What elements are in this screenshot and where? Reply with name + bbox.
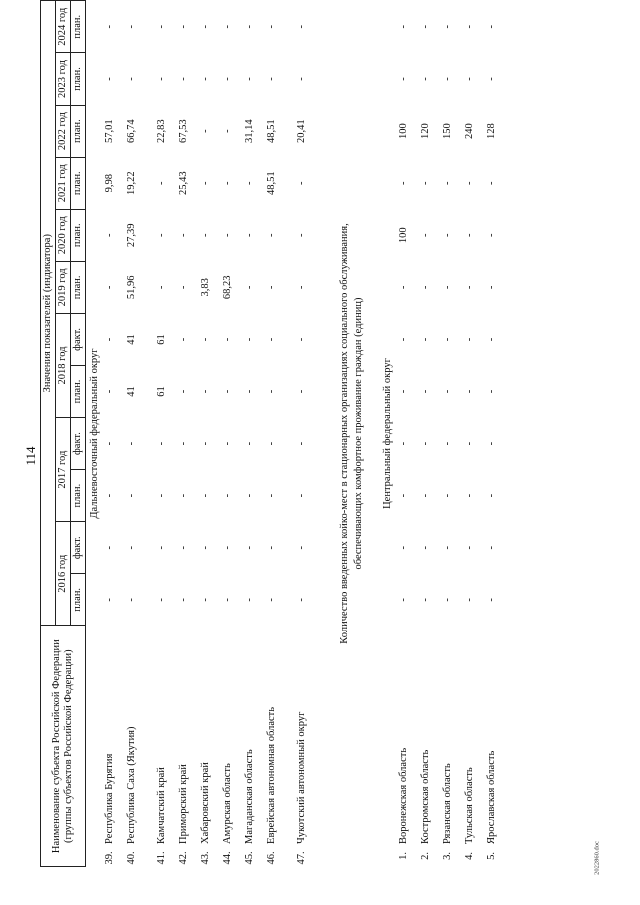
value-cell: - — [266, 598, 278, 602]
header-plan: план. — [71, 365, 86, 417]
region-name: Приморский край — [178, 764, 190, 844]
value-cell: - — [104, 233, 116, 238]
value-cell: - — [486, 77, 498, 81]
row-number: 45. — [244, 851, 256, 865]
region-name: Чукотский автономный округ — [296, 711, 308, 844]
value-cell: - — [420, 546, 432, 550]
value-cell: - — [200, 389, 212, 394]
value-cell: - — [296, 337, 308, 342]
section-title-line1: Количество введенных койко-мест в стационарных организациях социального обслуживания, — [339, 223, 351, 644]
region-name: Хабаровский край — [200, 762, 212, 844]
table-row — [296, 1, 326, 867]
value-cell: 240 — [464, 123, 476, 139]
header-year-2021: 2021 год — [56, 157, 71, 209]
value-cell: 27,39 — [126, 223, 138, 248]
header-year-2023: 2023 год — [56, 53, 71, 105]
value-cell: - — [486, 285, 498, 290]
value-cell: - — [178, 285, 190, 290]
value-cell: 61 — [156, 386, 168, 397]
value-cell: - — [222, 546, 234, 550]
value-cell: - — [244, 285, 256, 290]
value-cell: - — [296, 25, 308, 29]
value-cell: 100 — [398, 123, 410, 139]
value-cell: - — [464, 233, 476, 238]
value-cell: - — [266, 285, 278, 290]
header-year-2020: 2020 год — [56, 209, 71, 261]
table-row — [464, 1, 486, 867]
value-cell: 51,96 — [126, 275, 138, 300]
value-cell: - — [296, 285, 308, 290]
page-number: 114 — [23, 446, 38, 466]
value-cell: - — [244, 493, 256, 498]
value-cell: 100 — [398, 227, 410, 244]
value-cell: - — [104, 546, 116, 550]
region-name: Республика Бурятия — [104, 753, 116, 844]
row-number: 44. — [222, 851, 234, 865]
value-cell: - — [156, 546, 168, 550]
value-cell: - — [178, 337, 190, 342]
value-cell: 48,51 — [266, 171, 278, 196]
value-cell: 31,14 — [244, 119, 256, 143]
section-title-line2: обеспечивающих комфортное проживание граждан (единиц) — [353, 297, 365, 570]
value-cell: - — [178, 77, 190, 81]
value-cell: - — [442, 337, 454, 342]
value-cell: - — [296, 389, 308, 394]
section-title-central: Центральный федеральный округ — [382, 358, 394, 509]
value-cell: 68,23 — [222, 275, 234, 300]
value-cell: 22,83 — [156, 119, 168, 143]
value-cell: - — [156, 25, 168, 29]
value-cell: - — [398, 546, 410, 550]
value-cell: - — [398, 285, 410, 290]
value-cell: 120 — [420, 123, 432, 139]
value-cell: 19,22 — [126, 171, 138, 196]
region-name: Костромская область — [420, 749, 432, 844]
header-plan: план. — [71, 574, 86, 626]
value-cell: - — [442, 546, 454, 550]
value-cell: - — [486, 441, 498, 446]
header-fact: факт. — [71, 522, 86, 574]
value-cell: - — [464, 441, 476, 446]
header-plan: план. — [71, 53, 86, 105]
value-cell: - — [222, 77, 234, 81]
region-name: Воронежская область — [398, 747, 410, 844]
value-cell: - — [420, 598, 432, 602]
value-cell: - — [156, 493, 168, 498]
value-cell: 25,43 — [178, 171, 190, 196]
value-cell: - — [398, 25, 410, 29]
region-name: Тульская область — [464, 767, 476, 844]
value-cell: - — [200, 181, 212, 185]
value-cell: - — [486, 233, 498, 238]
header-year-2017: 2017 год — [56, 418, 71, 522]
row-number: 3. — [442, 851, 454, 860]
value-cell: - — [222, 129, 234, 133]
row-number: 47. — [296, 851, 308, 865]
header-values-group: Значения показателей (индикатора) — [41, 1, 56, 626]
table-row — [442, 1, 464, 867]
value-cell: - — [244, 441, 256, 446]
value-cell: 67,53 — [178, 119, 190, 143]
value-cell: - — [420, 181, 432, 185]
value-cell: - — [104, 77, 116, 81]
value-cell: - — [442, 233, 454, 238]
value-cell: - — [200, 25, 212, 29]
value-cell: - — [156, 233, 168, 238]
value-cell: - — [104, 25, 116, 29]
value-cell: - — [222, 337, 234, 342]
value-cell: - — [266, 493, 278, 498]
value-cell: - — [222, 493, 234, 498]
header-year-2022: 2022 год — [56, 105, 71, 157]
value-cell: - — [104, 441, 116, 446]
value-cell: - — [420, 285, 432, 290]
header-plan: план. — [71, 470, 86, 522]
value-cell: - — [398, 389, 410, 394]
value-cell: - — [200, 546, 212, 550]
value-cell: - — [222, 233, 234, 238]
value-cell: - — [266, 25, 278, 29]
value-cell: - — [178, 233, 190, 238]
value-cell: - — [442, 493, 454, 498]
row-number: 43. — [200, 851, 212, 865]
table-row — [200, 1, 222, 867]
row-number: 42. — [178, 851, 190, 865]
value-cell: - — [104, 389, 116, 394]
value-cell: - — [126, 546, 138, 550]
section-title-beds — [326, 1, 378, 867]
value-cell: - — [442, 77, 454, 81]
value-cell: - — [420, 25, 432, 29]
value-cell: - — [420, 77, 432, 81]
value-cell: - — [442, 389, 454, 394]
value-cell: - — [442, 598, 454, 602]
value-cell: - — [296, 493, 308, 498]
table-row — [126, 1, 156, 867]
value-cell: - — [200, 493, 212, 498]
value-cell: 20,41 — [296, 119, 308, 143]
value-cell: - — [398, 181, 410, 185]
value-cell: - — [244, 77, 256, 81]
header-fact: факт. — [71, 418, 86, 470]
value-cell: - — [126, 77, 138, 81]
table-header — [41, 1, 86, 867]
value-cell: - — [296, 546, 308, 550]
footer-filename: 2022860.doc — [593, 841, 601, 875]
value-cell: - — [244, 598, 256, 602]
value-cell: - — [222, 25, 234, 29]
value-cell: 41 — [126, 334, 138, 345]
value-cell: - — [398, 598, 410, 602]
value-cell: - — [222, 389, 234, 394]
value-cell: - — [486, 598, 498, 602]
value-cell: - — [178, 546, 190, 550]
value-cell: - — [420, 233, 432, 238]
value-cell: - — [104, 285, 116, 290]
row-number: 40. — [126, 851, 138, 865]
value-cell: - — [464, 285, 476, 290]
table-row — [398, 1, 420, 867]
value-cell: - — [464, 598, 476, 602]
value-cell: - — [156, 181, 168, 185]
value-cell: - — [486, 181, 498, 185]
value-cell: - — [398, 77, 410, 81]
region-name: Еврейская автономная область — [266, 706, 278, 844]
value-cell: - — [178, 25, 190, 29]
table-row — [244, 1, 266, 867]
value-cell: - — [464, 493, 476, 498]
header-plan: план. — [71, 1, 86, 54]
value-cell: - — [486, 337, 498, 342]
value-cell: - — [178, 441, 190, 446]
value-cell: - — [464, 181, 476, 185]
header-plan: план. — [71, 105, 86, 157]
value-cell: - — [464, 77, 476, 81]
row-number: 2. — [420, 851, 432, 860]
value-cell: - — [266, 337, 278, 342]
value-cell: - — [126, 598, 138, 602]
value-cell: - — [442, 181, 454, 185]
table-row — [178, 1, 200, 867]
header-year-2024: 2024 год — [56, 1, 71, 54]
table-row — [222, 1, 244, 867]
value-cell: - — [420, 337, 432, 342]
header-fact: факт. — [71, 313, 86, 365]
value-cell: - — [222, 181, 234, 185]
header-year-2016: 2016 год — [56, 522, 71, 626]
value-cell: - — [156, 285, 168, 290]
value-cell: - — [486, 493, 498, 498]
value-cell: - — [104, 598, 116, 602]
value-cell: - — [296, 77, 308, 81]
value-cell: - — [442, 285, 454, 290]
value-cell: - — [156, 598, 168, 602]
value-cell: - — [200, 441, 212, 446]
value-cell: - — [244, 337, 256, 342]
value-cell: - — [244, 25, 256, 29]
value-cell: - — [486, 389, 498, 394]
region-name: Ярославская область — [486, 750, 498, 844]
value-cell: - — [420, 389, 432, 394]
value-cell: - — [200, 233, 212, 238]
value-cell: - — [266, 546, 278, 550]
section-title-far-east: Дальневосточный федеральный округ — [89, 348, 101, 519]
header-plan: план. — [71, 209, 86, 261]
region-name: Магаданская область — [244, 749, 256, 844]
value-cell: - — [126, 441, 138, 446]
value-cell: - — [442, 25, 454, 29]
table-body — [86, 1, 509, 867]
value-cell: - — [296, 181, 308, 185]
value-cell: 128 — [486, 123, 498, 139]
value-cell: 61 — [156, 334, 168, 345]
value-cell: - — [222, 441, 234, 446]
indicator-table — [40, 0, 508, 867]
row-number: 39. — [104, 851, 116, 865]
table-row — [266, 1, 296, 867]
value-cell: - — [244, 233, 256, 238]
value-cell: - — [178, 493, 190, 498]
region-name: Камчатский край — [156, 767, 168, 844]
value-cell: - — [464, 546, 476, 550]
row-number: 5. — [486, 851, 498, 860]
row-number: 46. — [266, 851, 278, 865]
value-cell: - — [296, 598, 308, 602]
value-cell: - — [296, 233, 308, 238]
value-cell: - — [486, 25, 498, 29]
value-cell: - — [464, 25, 476, 29]
value-cell: - — [464, 389, 476, 394]
value-cell: - — [398, 441, 410, 446]
value-cell: 48,51 — [266, 119, 278, 143]
row-number: 41. — [156, 851, 168, 865]
value-cell: - — [296, 441, 308, 446]
value-cell: - — [104, 493, 116, 498]
value-cell: 150 — [442, 123, 454, 139]
region-name: Республика Саха (Якутия) — [126, 726, 138, 844]
value-cell: - — [398, 493, 410, 498]
header-year-2019: 2019 год — [56, 261, 71, 313]
value-cell: - — [126, 25, 138, 29]
table-row — [486, 1, 508, 867]
value-cell: - — [156, 77, 168, 81]
rotated-page-content — [40, 0, 600, 867]
value-cell: - — [200, 598, 212, 602]
row-number: 4. — [464, 851, 476, 860]
value-cell: - — [200, 77, 212, 81]
table-row — [104, 1, 126, 867]
value-cell: - — [486, 546, 498, 550]
value-cell: 57,01 — [104, 119, 116, 143]
value-cell: - — [200, 337, 212, 342]
header-plan: план. — [71, 157, 86, 209]
value-cell: - — [222, 598, 234, 602]
value-cell: - — [200, 129, 212, 133]
value-cell: 41 — [126, 386, 138, 397]
value-cell: - — [398, 337, 410, 342]
value-cell: - — [266, 389, 278, 394]
value-cell: - — [266, 77, 278, 81]
value-cell: - — [178, 598, 190, 602]
header-plan: план. — [71, 261, 86, 313]
value-cell: 66,74 — [126, 119, 138, 143]
region-name: Амурская область — [222, 763, 234, 844]
value-cell: - — [464, 337, 476, 342]
region-name: Рязанская область — [442, 763, 454, 844]
value-cell: - — [156, 441, 168, 446]
value-cell: - — [178, 389, 190, 394]
value-cell: - — [266, 233, 278, 238]
table-row — [420, 1, 442, 867]
table-row — [156, 1, 178, 867]
value-cell: - — [420, 493, 432, 498]
value-cell: - — [244, 546, 256, 550]
header-name-col: Наименование субъекта Российской Федерации (группы субъектов Российской Федерации) — [41, 626, 86, 867]
value-cell: - — [442, 441, 454, 446]
row-number: 1. — [398, 851, 410, 860]
header-year-2018: 2018 год — [56, 313, 71, 417]
value-cell: - — [244, 389, 256, 394]
value-cell: - — [266, 441, 278, 446]
value-cell: - — [244, 181, 256, 185]
value-cell: 9,98 — [104, 174, 116, 193]
value-cell: - — [420, 441, 432, 446]
value-cell: 3,83 — [200, 278, 212, 297]
value-cell: - — [104, 337, 116, 342]
value-cell: - — [126, 493, 138, 498]
